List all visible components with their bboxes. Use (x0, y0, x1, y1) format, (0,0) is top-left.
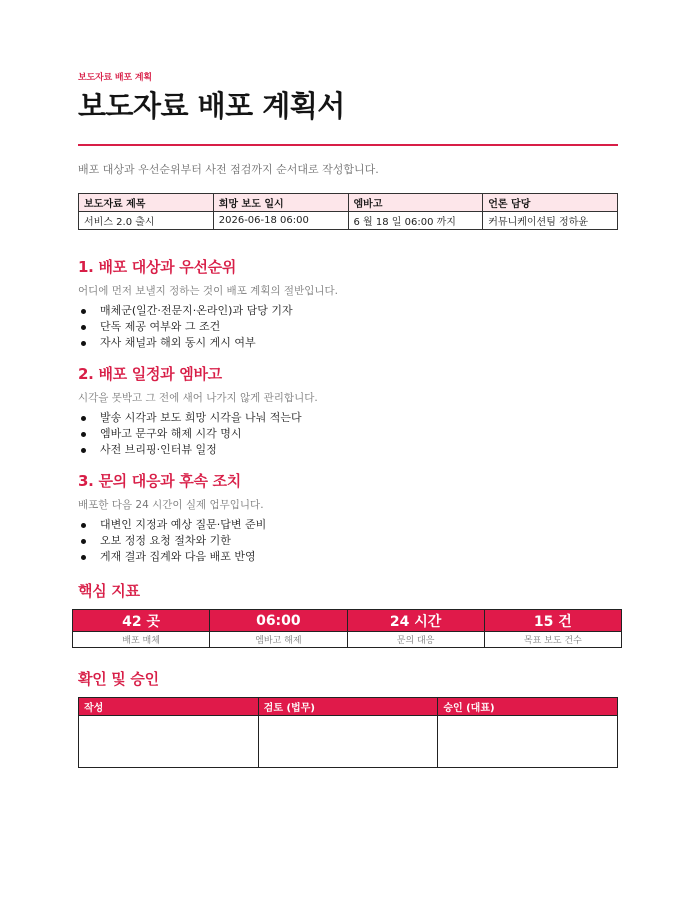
doc-lead: 배포 대상과 우선순위부터 사전 점검까지 순서대로 작성합니다. (78, 163, 379, 176)
meta-table (78, 193, 618, 230)
meta-header: 보도자료 제목 (79, 194, 214, 212)
section-2-title: 2. 배포 일정과 엠바고 (78, 365, 222, 383)
kpi-table (72, 609, 622, 648)
kpi-title: 핵심 지표 (78, 582, 140, 600)
section-1-list (78, 303, 293, 351)
section-3-title: 3. 문의 대응과 후속 조치 (78, 472, 241, 490)
approval-header: 작성 (79, 698, 259, 716)
kpi-label: 문의 대응 (347, 632, 484, 648)
signature-box[interactable] (79, 716, 259, 768)
title-divider (78, 144, 618, 146)
meta-header: 언론 담당 (483, 194, 618, 212)
list-item: 자사 채널과 해외 동시 게시 여부 (78, 335, 293, 351)
kpi-label: 엠바고 해제 (210, 632, 347, 648)
kpi-value: 15 건 (484, 610, 621, 632)
section-1-title: 1. 배포 대상과 우선순위 (78, 258, 237, 276)
list-item: 단독 제공 여부와 그 조건 (78, 319, 293, 335)
list-item: 게재 결과 집계와 다음 배포 반영 (78, 549, 266, 565)
signature-box[interactable] (258, 716, 438, 768)
kpi-value: 42 곳 (73, 610, 210, 632)
section-2-list (78, 410, 302, 458)
section-1-subtitle: 어디에 먼저 보낼지 정하는 것이 배포 계획의 절반입니다. (78, 285, 338, 297)
kpi-value: 06:00 (210, 610, 347, 632)
section-2-subtitle: 시각을 못박고 그 전에 새어 나가지 않게 관리합니다. (78, 392, 318, 404)
meta-header: 엠바고 (348, 194, 483, 212)
list-item: 엠바고 문구와 해제 시각 명시 (78, 426, 302, 442)
meta-value: 2026-06-18 06:00 (213, 212, 348, 230)
meta-value-row (79, 212, 618, 230)
section-3-list (78, 517, 266, 565)
meta-value: 6 월 18 일 06:00 까지 (348, 212, 483, 230)
list-item: 대변인 지정과 예상 질문·답변 준비 (78, 517, 266, 533)
kpi-label: 배포 매체 (73, 632, 210, 648)
kpi-value: 24 시간 (347, 610, 484, 632)
list-item: 매체군(일간·전문지·온라인)과 담당 기자 (78, 303, 293, 319)
approval-header-row (79, 698, 618, 716)
kpi-label: 목표 보도 건수 (484, 632, 621, 648)
meta-value: 서비스 2.0 출시 (79, 212, 214, 230)
doc-title: 보도자료 배포 계획서 (78, 89, 345, 123)
doc-kicker: 보도자료 배포 계획 (78, 73, 152, 83)
approval-header: 승인 (대표) (438, 698, 618, 716)
approval-header: 검토 (법무) (258, 698, 438, 716)
meta-header: 희망 보도 일시 (213, 194, 348, 212)
list-item: 발송 시각과 보도 희망 시각을 나눠 적는다 (78, 410, 302, 426)
approval-table (78, 697, 618, 768)
meta-value: 커뮤니케이션팀 정하윤 (483, 212, 618, 230)
section-3-subtitle: 배포한 다음 24 시간이 실제 업무입니다. (78, 499, 264, 511)
kpi-value-row (73, 610, 622, 632)
signature-box[interactable] (438, 716, 618, 768)
kpi-label-row (73, 632, 622, 648)
list-item: 사전 브리핑·인터뷰 일정 (78, 442, 302, 458)
approval-sign-row (79, 716, 618, 768)
list-item: 오보 정정 요청 절차와 기한 (78, 533, 266, 549)
approval-title: 확인 및 승인 (78, 670, 159, 688)
meta-header-row (79, 194, 618, 212)
